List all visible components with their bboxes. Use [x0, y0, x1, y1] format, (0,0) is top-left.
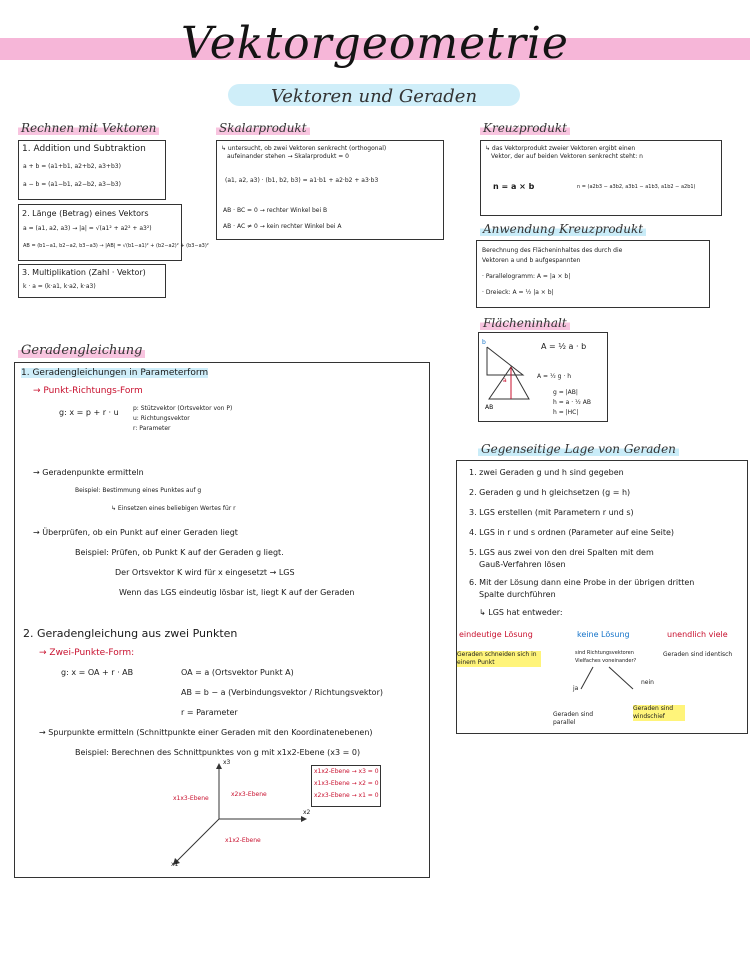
length-heading: 2. Länge (Betrag) eines Vektors: [22, 209, 149, 218]
lage-step-6a: 6. Mit der Lösung dann eine Probe in der übrigen dritten: [469, 578, 695, 587]
anwendung-dreieck: · Dreieck: A = ½ |a × b|: [482, 289, 554, 296]
section-heading-skalar: Skalarprodukt: [216, 121, 310, 135]
pruefen-example-2: Der Ortsvektor K wird für x eingesetzt → LGS: [115, 568, 295, 577]
kreuz-desc-1: ↳ das Vektorprodukt zweier Vektoren ergibt einen: [485, 145, 636, 152]
skalar-box: [216, 140, 444, 240]
r-parameter-description: r = Parameter: [181, 708, 238, 717]
ebenen-box: [311, 765, 381, 807]
section-heading-lage: Gegenseitige Lage von Geraden: [478, 442, 679, 456]
case-unique-desc: Geraden schneiden sich in einem Punkt: [457, 651, 541, 667]
skalar-formula: (a1, a2, a3) · (b1, b2, b3) = a1·b1 + a2·b2 + a3·b3: [225, 177, 379, 184]
axis-x2: x2: [303, 809, 311, 816]
svg-text:b: b: [482, 339, 486, 346]
skalar-desc-2: aufeinander stehen → Skalarprodukt = 0: [227, 153, 349, 160]
result-parallel: Geraden sind parallel: [553, 711, 594, 726]
oa-description: OA = a (Ortsvektor Punkt A): [181, 668, 294, 677]
p-description: p: Stützvektor (Ortsvektor von P): [133, 405, 233, 412]
anwendung-desc-2: Vektoren a und b aufgespannten: [482, 257, 581, 264]
u-description: u: Richtungsvektor: [133, 415, 190, 422]
triangle-diagram: [481, 335, 541, 417]
lage-step-1: 1. zwei Geraden g und h sind gegeben: [469, 468, 624, 477]
section-heading-kreuz: Kreuzprodukt: [480, 121, 570, 135]
pruefen-example-1: Beispiel: Prüfen, ob Punkt K auf der Geraden g liegt.: [75, 548, 284, 557]
gerade-heading-1: 1. Geradengleichungen in Parameterform: [21, 368, 209, 378]
geradenpunkte-example: Beispiel: Bestimmung eines Punktes auf g: [75, 487, 202, 494]
addition-heading: 1. Addition und Subtraktion: [22, 144, 146, 154]
geradenpunkte-heading: → Geradenpunkte ermitteln: [33, 468, 144, 477]
kreuz-box: [480, 140, 722, 216]
coordinate-system-3d: [169, 759, 309, 873]
ab-length-formula: AB = (b1−a1, b2−a2, b3−a3) → |AB| = √(b1−a1)² + (b2−a2)² + (b3−a3)²: [23, 243, 209, 249]
case-infinite-desc: Geraden sind identisch: [663, 651, 733, 658]
lage-step-2: 2. Geraden g und h gleichsetzen (g = h): [469, 488, 631, 497]
flaeche-g-equation: g = |AB|: [553, 389, 578, 396]
ebene-1: x1x2-Ebene → x3 = 0: [314, 768, 379, 775]
addition-formula: a + b = (a1+b1, a2+b2, a3+b3): [23, 163, 121, 170]
lage-step-7: ↳ LGS hat entweder:: [479, 608, 563, 617]
lage-box: [456, 460, 748, 734]
section-heading-anwendung: Anwendung Kreuzprodukt: [480, 222, 646, 236]
decision-yes: ja: [573, 685, 579, 692]
length-formula: a = (a1, a2, a3) → |a| = √(a1² + a2² + a3²): [23, 225, 152, 232]
anwendung-parallelogramm: · Parallelogramm: A = |a × b|: [482, 273, 571, 280]
case-none-label: keine Lösung: [577, 630, 630, 639]
flaeche-formula-2: A = ½ g · h: [537, 373, 572, 380]
geradenpunkte-example-2: ↳ Einsetzen eines beliebigen Wertes für r: [111, 505, 236, 512]
anwendung-desc-1: Berechnung des Flächeninhaltes des durch die: [482, 247, 623, 254]
case-unique-label: eindeutige Lösung: [459, 630, 533, 639]
page-subtitle: Vektoren und Geraden: [270, 86, 478, 107]
zwei-punkte-equation: g: x = OA + r · AB: [61, 668, 134, 677]
lage-step-4: 4. LGS in r und s ordnen (Parameter auf eine Seite): [469, 528, 675, 537]
label-x1x3-plane: x1x3-Ebene: [173, 795, 209, 802]
axis-x3: x3: [223, 759, 231, 766]
skalar-example-1: AB · BC = 0 → rechter Winkel bei B: [223, 207, 328, 214]
gerade-heading-2: 2. Geradengleichung aus zwei Punkten: [23, 627, 238, 640]
length-box: [18, 204, 209, 261]
result-windschief: Geraden sind windschief: [633, 705, 685, 721]
lage-step-5b: Gauß-Verfahren lösen: [479, 560, 566, 569]
punkt-richtungs-form: → Punkt-Richtungs-Form: [33, 386, 143, 396]
spurpunkte-example: Beispiel: Berechnen des Schnittpunktes von g mit x1x2-Ebene (x3 = 0): [75, 748, 361, 757]
case-none-desc: sind Richtungsvektoren Vielfaches voneinander?: [575, 650, 637, 664]
flaeche-h-equation: h = a · ½ AB: [553, 399, 591, 406]
lage-step-5a: 5. LGS aus zwei von den drei Spalten mit dem: [469, 548, 654, 557]
anwendung-box: [476, 240, 710, 308]
section-heading-gerade: Geradengleichung: [18, 343, 145, 358]
axis-x1: x1: [171, 861, 179, 868]
parameter-equation: g: x = p + r · u: [59, 408, 119, 417]
multiplication-box: [18, 264, 166, 298]
subtraction-formula: a − b = (a1−b1, a2−b2, a3−b3): [23, 181, 121, 188]
label-x1x2-plane: x1x2-Ebene: [225, 837, 261, 844]
spurpunkte-heading: → Spurpunkte ermitteln (Schnittpunkte einer Geraden mit den Koordinatenebenen): [39, 728, 373, 737]
kreuz-desc-2: Vektor, der auf beiden Vektoren senkrecht steht: n: [491, 153, 643, 160]
case-infinite-label: unendlich viele: [667, 630, 728, 639]
ebene-3: x2x3-Ebene → x1 = 0: [314, 792, 379, 799]
r-description: r: Parameter: [133, 425, 171, 432]
ab-description: AB = b − a (Verbindungsvektor / Richtungsvektor): [181, 688, 383, 697]
kreuz-result: n = (a2b3 − a3b2, a3b1 − a1b3, a1b2 − a2b1): [577, 184, 696, 190]
page-title: Vektorgeometrie: [181, 18, 569, 69]
kreuz-formula: n = a × b: [493, 182, 535, 191]
svg-text:AB: AB: [485, 404, 494, 411]
skalar-example-2: AB · AC ≠ 0 → kein rechter Winkel bei A: [223, 223, 342, 230]
decision-no: nein: [641, 679, 654, 686]
multiplication-formula: k · a = (k·a1, k·a2, k·a3): [23, 283, 96, 290]
skalar-desc-1: ↳ untersucht, ob zwei Vektoren senkrecht (orthogonal): [221, 145, 387, 152]
label-x2x3-plane: x2x3-Ebene: [231, 791, 267, 798]
multiplication-heading: 3. Multiplikation (Zahl · Vektor): [22, 268, 146, 277]
svg-text:a: a: [503, 377, 507, 384]
zwei-punkte-form: → Zwei-Punkte-Form:: [39, 648, 135, 658]
ebene-2: x1x3-Ebene → x2 = 0: [314, 780, 379, 787]
flaeche-hc-equation: h = |HC|: [553, 409, 579, 416]
pruefen-example-3: Wenn das LGS eindeutig lösbar ist, liegt K auf der Geraden: [119, 588, 355, 597]
section-heading-rechnen: Rechnen mit Vektoren: [18, 121, 159, 135]
section-heading-flaeche: Flächeninhalt: [480, 316, 570, 330]
flaeche-box: [478, 332, 608, 422]
flaeche-formula-1: A = ½ a · b: [541, 342, 587, 351]
lage-step-3: 3. LGS erstellen (mit Parametern r und s): [469, 508, 634, 517]
gerade-box: [14, 362, 430, 878]
lage-step-6b: Spalte durchführen: [479, 590, 556, 599]
addition-box: [18, 140, 166, 200]
pruefen-heading: → Überprüfen, ob ein Punkt auf einer Geraden liegt: [33, 528, 238, 537]
